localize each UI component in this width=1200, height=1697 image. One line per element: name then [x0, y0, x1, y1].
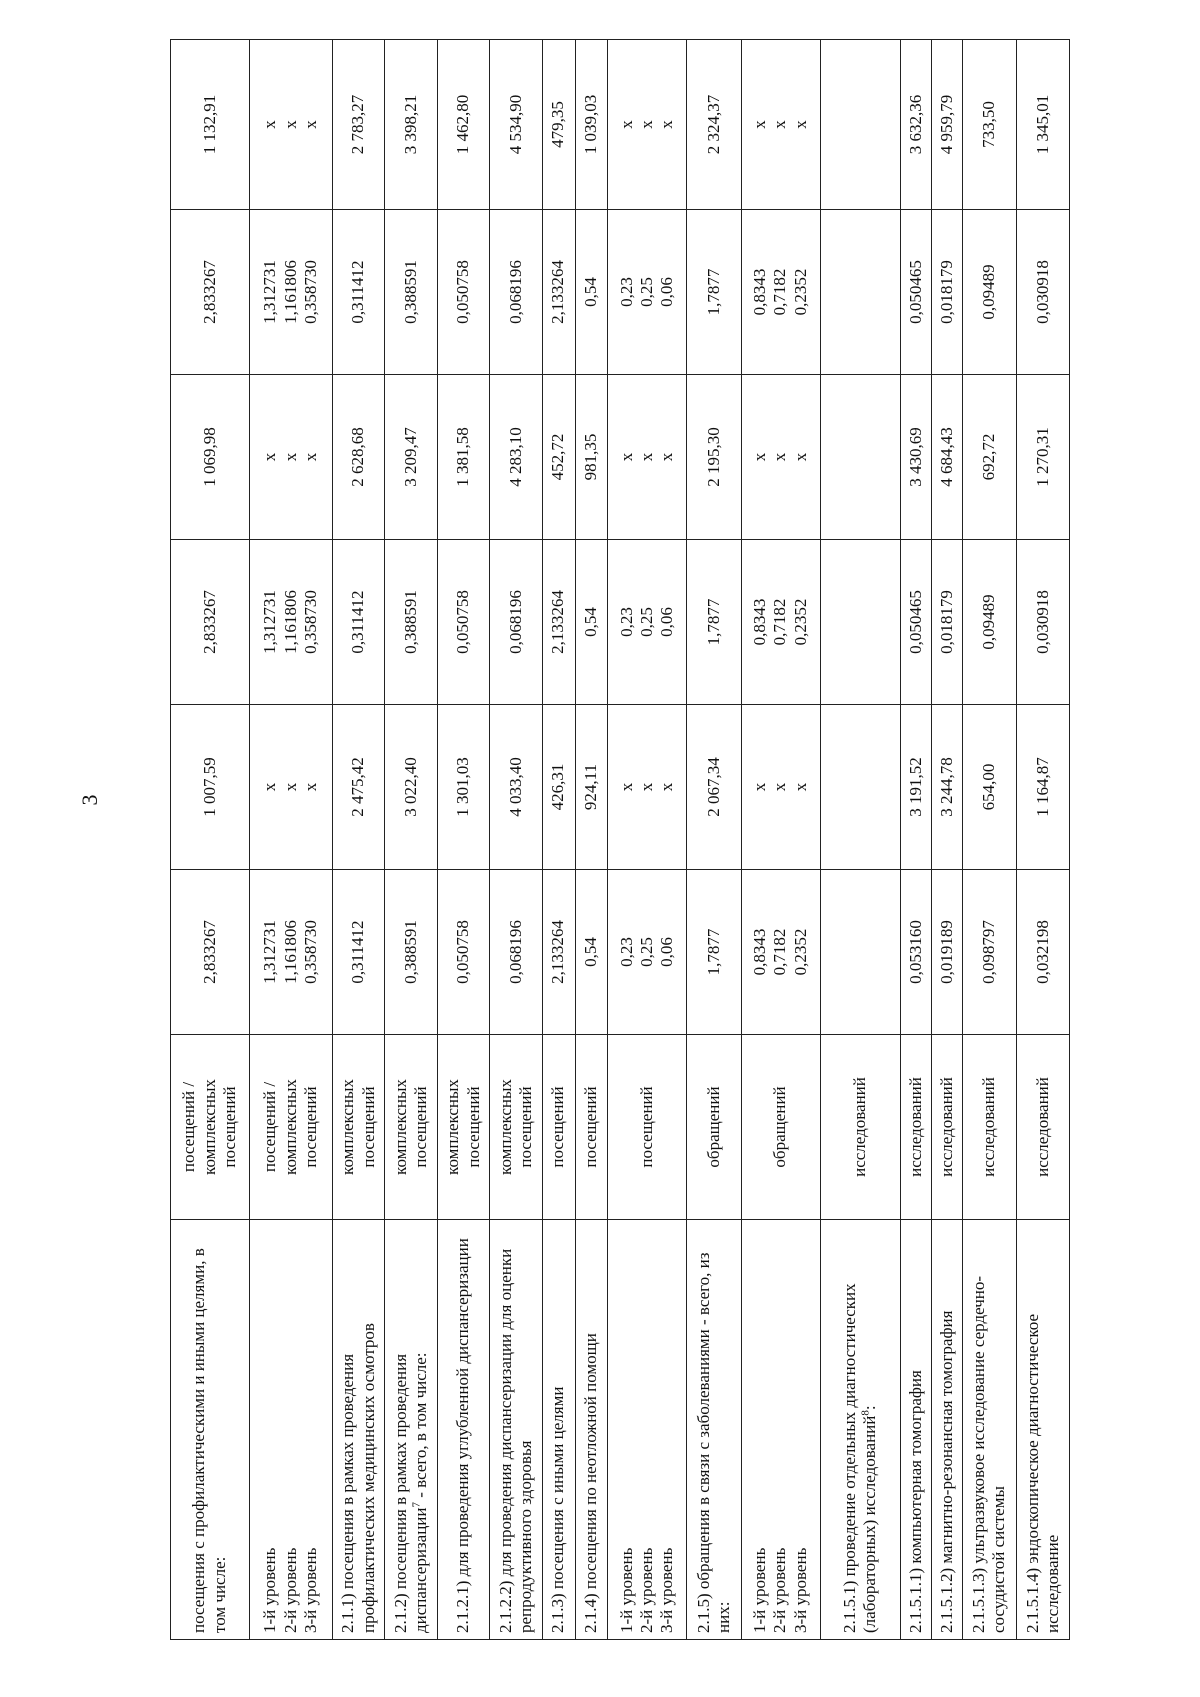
value-cell: 0,030918 — [1017, 540, 1070, 705]
value-cell: 2 324,37 — [687, 40, 742, 210]
value-cell: 1,312731 1,161806 0,358730 — [249, 210, 332, 375]
value-cell: 0,050758 — [437, 870, 489, 1035]
rotated-table-frame — [170, 40, 1070, 1640]
footnote-marker: 8 — [859, 1410, 872, 1416]
table-row — [1017, 40, 1070, 1640]
value-cell: 0,8343 0,7182 0,2352 — [741, 870, 820, 1035]
value-cell: 2 195,30 — [687, 375, 742, 540]
table-row — [575, 40, 608, 1640]
value-cell: 1 462,80 — [437, 40, 489, 210]
row-unit: обращений — [687, 1035, 742, 1220]
value-cell: 0,23 0,25 0,06 — [608, 870, 687, 1035]
page-number: 3 — [77, 794, 102, 806]
table-row — [962, 40, 1017, 1640]
value-cell: 3 398,21 — [385, 40, 437, 210]
value-cell: 2 783,27 — [332, 40, 384, 210]
value-cell: 0,311412 — [332, 540, 384, 705]
value-cell: 2,133264 — [542, 870, 575, 1035]
value-cell: 0,09489 — [962, 210, 1017, 375]
value-cell: x x x — [741, 375, 820, 540]
value-cell: 4 283,10 — [490, 375, 542, 540]
row-name: 2.1.5.1.3) ультразвуковое исследование сердечно-сосудистой системы — [962, 1220, 1017, 1640]
table-row — [332, 40, 384, 1640]
value-cell: 0,050758 — [437, 210, 489, 375]
value-cell: 4 684,43 — [932, 375, 963, 540]
value-cell: 924,11 — [575, 705, 608, 870]
row-name: 2.1.5.1.2) магнитно-резонансная томография — [932, 1220, 963, 1640]
row-unit: исследований — [901, 1035, 932, 1220]
row-name: 2.1.5.1.1) компьютерная томография — [901, 1220, 932, 1640]
value-cell — [820, 705, 901, 870]
row-unit: комплексных посещений — [385, 1035, 437, 1220]
value-cell — [820, 40, 901, 210]
table-row — [490, 40, 542, 1640]
value-cell: 0,388591 — [385, 540, 437, 705]
row-name: 2.1.3) посещения с иными целями — [542, 1220, 575, 1640]
value-cell — [820, 540, 901, 705]
value-cell: 1 164,87 — [1017, 705, 1070, 870]
row-name-text: 2.1.5.1) проведение отдельных диагностических (лабораторных) исследований — [840, 1283, 880, 1633]
value-cell: x x x — [249, 705, 332, 870]
value-cell: 0,018179 — [932, 210, 963, 375]
value-cell: 3 022,40 — [385, 705, 437, 870]
row-unit: исследований — [1017, 1035, 1070, 1220]
value-cell: x x x — [608, 40, 687, 210]
value-cell: 1 132,91 — [171, 40, 250, 210]
value-cell: 4 959,79 — [932, 40, 963, 210]
value-cell: 0,050758 — [437, 540, 489, 705]
value-cell: 0,050465 — [901, 540, 932, 705]
table-row — [385, 40, 437, 1640]
value-cell: 0,23 0,25 0,06 — [608, 210, 687, 375]
row-unit: посещений / комплексных посещений — [171, 1035, 250, 1220]
value-cell: 1 007,59 — [171, 705, 250, 870]
value-cell — [820, 210, 901, 375]
table-row — [171, 40, 250, 1640]
value-cell: x x x — [608, 705, 687, 870]
value-cell: 0,019189 — [932, 870, 963, 1035]
value-cell: x x x — [608, 375, 687, 540]
value-cell: 1 345,01 — [1017, 40, 1070, 210]
row-unit: исследований — [932, 1035, 963, 1220]
row-name — [385, 1220, 437, 1640]
value-cell: 1 270,31 — [1017, 375, 1070, 540]
value-cell: 2 628,68 — [332, 375, 384, 540]
value-cell: 0,068196 — [490, 870, 542, 1035]
footnote-marker: 7 — [410, 1502, 423, 1508]
value-cell: 0,388591 — [385, 870, 437, 1035]
value-cell: 1 301,03 — [437, 705, 489, 870]
table-row — [249, 40, 332, 1640]
table-row — [542, 40, 575, 1640]
table-row — [741, 40, 820, 1640]
table-row — [932, 40, 963, 1640]
value-cell: 654,00 — [962, 705, 1017, 870]
row-unit: посещений — [608, 1035, 687, 1220]
value-cell: 0,09489 — [962, 540, 1017, 705]
value-cell: 981,35 — [575, 375, 608, 540]
value-cell: 1 069,98 — [171, 375, 250, 540]
value-cell: 1,312731 1,161806 0,358730 — [249, 870, 332, 1035]
value-cell: 1 039,03 — [575, 40, 608, 210]
value-cell: 2,833267 — [171, 870, 250, 1035]
row-unit: исследований — [820, 1035, 901, 1220]
value-cell: 1,312731 1,161806 0,358730 — [249, 540, 332, 705]
row-name-suffix: - всего, в том числе: — [411, 1352, 431, 1503]
table-row — [437, 40, 489, 1640]
value-cell: 2,833267 — [171, 210, 250, 375]
value-cell: 4 534,90 — [490, 40, 542, 210]
value-cell: 1 381,58 — [437, 375, 489, 540]
value-cell: x x x — [741, 40, 820, 210]
row-name: 2.1.5.1.4) эндоскопическое диагностическое исследование — [1017, 1220, 1070, 1640]
row-name: 2.1.2.1) для проведения углубленной диспансеризации — [437, 1220, 489, 1640]
table-row — [820, 40, 901, 1640]
value-cell: 3 191,52 — [901, 705, 932, 870]
table-row — [687, 40, 742, 1640]
value-cell: 0,23 0,25 0,06 — [608, 540, 687, 705]
value-cell: 2,133264 — [542, 210, 575, 375]
row-unit: исследований — [962, 1035, 1017, 1220]
value-cell: 1,7877 — [687, 540, 742, 705]
value-cell: 0,032198 — [1017, 870, 1070, 1035]
value-cell: 0,8343 0,7182 0,2352 — [741, 210, 820, 375]
table-row — [608, 40, 687, 1640]
value-cell: 0,098797 — [962, 870, 1017, 1035]
value-cell: 3 430,69 — [901, 375, 932, 540]
value-cell: 1,7877 — [687, 870, 742, 1035]
value-cell: 479,35 — [542, 40, 575, 210]
value-cell: 0,068196 — [490, 210, 542, 375]
value-cell: 452,72 — [542, 375, 575, 540]
value-cell: 4 033,40 — [490, 705, 542, 870]
value-cell: 0,54 — [575, 870, 608, 1035]
row-name: 1-й уровень 2-й уровень 3-й уровень — [741, 1220, 820, 1640]
value-cell: 0,54 — [575, 210, 608, 375]
value-cell: 0,54 — [575, 540, 608, 705]
value-cell — [820, 870, 901, 1035]
value-cell: 0,311412 — [332, 210, 384, 375]
value-cell: 2 067,34 — [687, 705, 742, 870]
rotated-table-container — [170, 40, 1070, 1640]
row-unit: комплексных посещений — [437, 1035, 489, 1220]
row-name: 1-й уровень 2-й уровень 3-й уровень — [249, 1220, 332, 1640]
row-name: 2.1.2.2) для проведения диспансеризации для оценки репродуктивного здоровья — [490, 1220, 542, 1640]
value-cell: 2,133264 — [542, 540, 575, 705]
row-unit: посещений — [575, 1035, 608, 1220]
normatives-table — [170, 39, 1070, 1640]
value-cell: 733,50 — [962, 40, 1017, 210]
value-cell — [820, 375, 901, 540]
row-name-suffix: : — [860, 1405, 880, 1411]
row-unit: комплексных посещений — [332, 1035, 384, 1220]
value-cell: x x x — [741, 705, 820, 870]
value-cell: x x x — [249, 375, 332, 540]
row-unit: посещений / комплексных посещений — [249, 1035, 332, 1220]
value-cell: 0,8343 0,7182 0,2352 — [741, 540, 820, 705]
value-cell: 3 244,78 — [932, 705, 963, 870]
value-cell: 692,72 — [962, 375, 1017, 540]
value-cell: 426,31 — [542, 705, 575, 870]
row-name: посещения с профилактическими и иными целями, в том числе: — [171, 1220, 250, 1640]
value-cell: 3 209,47 — [385, 375, 437, 540]
value-cell: 2 475,42 — [332, 705, 384, 870]
value-cell: 2,833267 — [171, 540, 250, 705]
row-unit: обращений — [741, 1035, 820, 1220]
value-cell: 3 632,36 — [901, 40, 932, 210]
row-unit: комплексных посещений — [490, 1035, 542, 1220]
value-cell: 0,030918 — [1017, 210, 1070, 375]
value-cell: 1,7877 — [687, 210, 742, 375]
row-unit: посещений — [542, 1035, 575, 1220]
row-name-text: 2.1.2) посещения в рамках проведения диспансеризации — [390, 1353, 431, 1633]
table-row — [901, 40, 932, 1640]
value-cell: 0,018179 — [932, 540, 963, 705]
row-name: 2.1.5) обращения в связи с заболеваниями - всего, из них: — [687, 1220, 742, 1640]
row-name: 2.1.4) посещения по неотложной помощи — [575, 1220, 608, 1640]
value-cell: 0,053160 — [901, 870, 932, 1035]
value-cell: 0,388591 — [385, 210, 437, 375]
value-cell: 0,311412 — [332, 870, 384, 1035]
row-name: 1-й уровень 2-й уровень 3-й уровень — [608, 1220, 687, 1640]
value-cell: 0,068196 — [490, 540, 542, 705]
value-cell: 0,050465 — [901, 210, 932, 375]
value-cell: x x x — [249, 40, 332, 210]
row-name — [820, 1220, 901, 1640]
row-name: 2.1.1) посещения в рамках проведения профилактических медицинских осмотров — [332, 1220, 384, 1640]
